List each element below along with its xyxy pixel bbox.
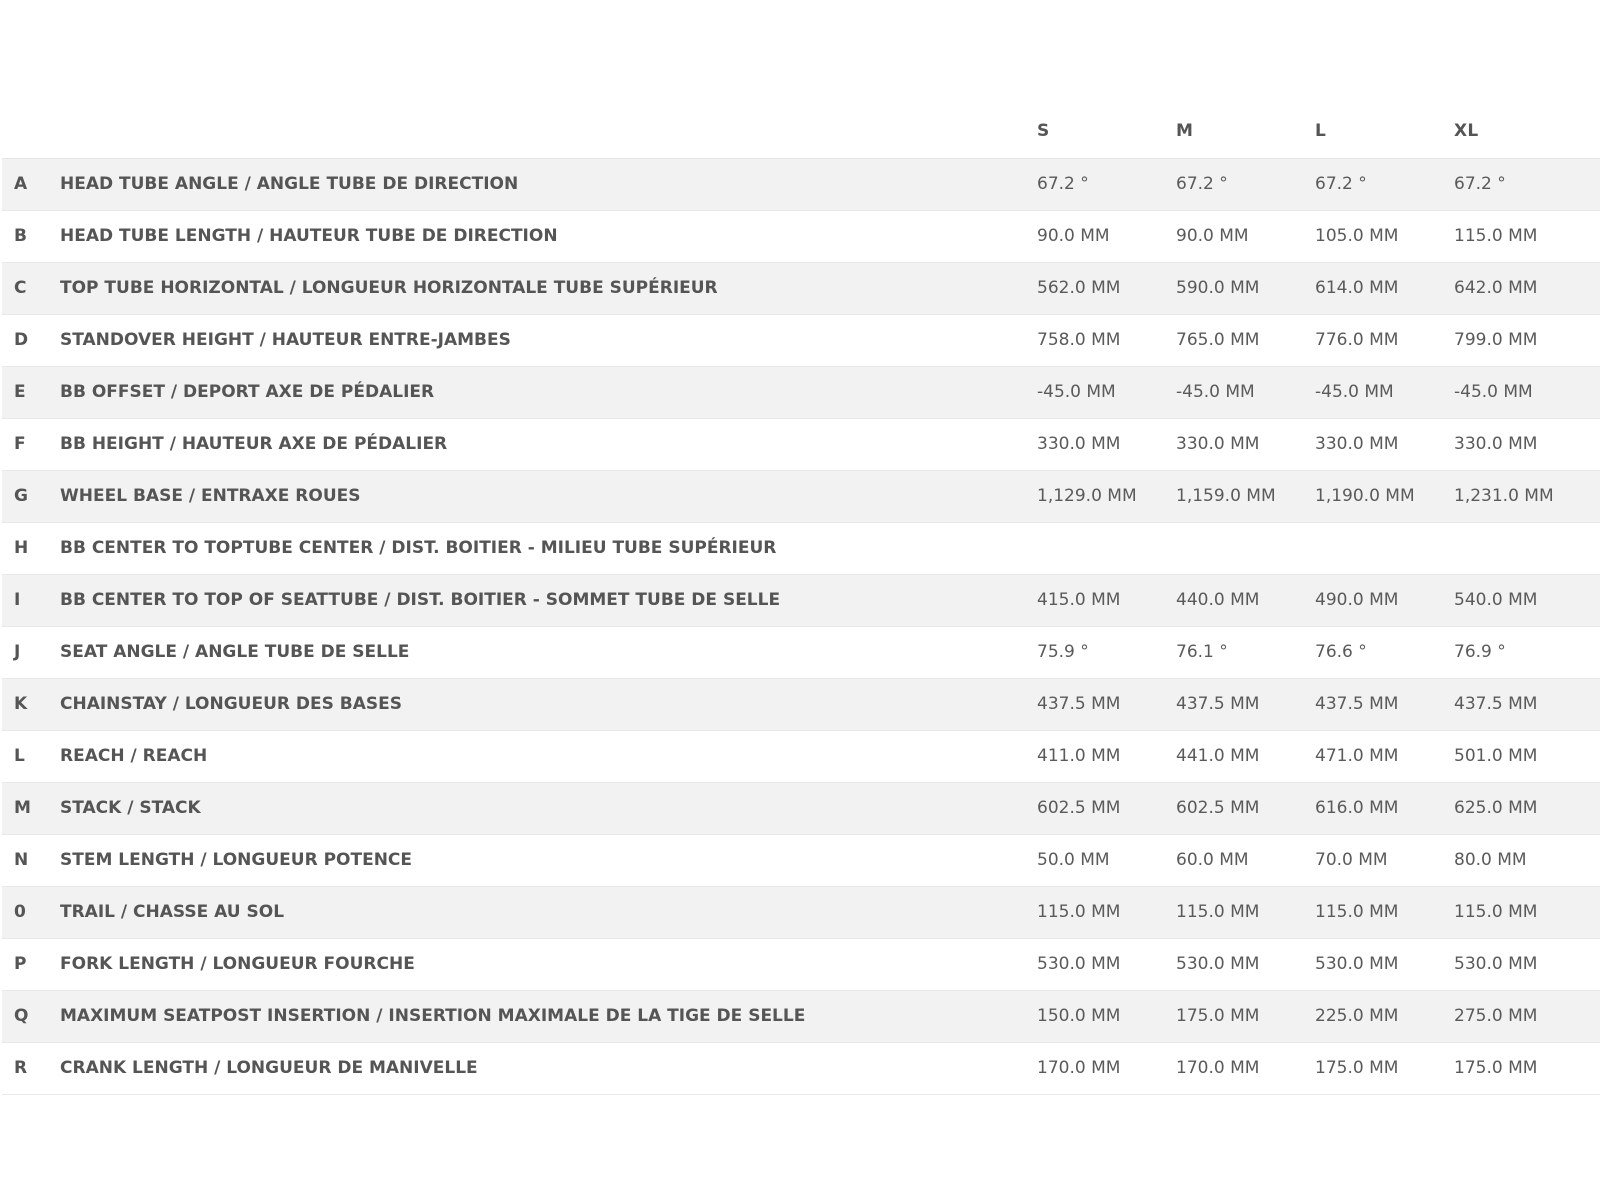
value-xl: 437.5 MM [1454,694,1538,714]
table-row [2,523,1600,575]
value-s: 1,129.0 MM [1037,486,1137,506]
value-s: 75.9 ° [1037,642,1089,662]
row-label: CHAINSTAY / LONGUEUR DES BASES [60,694,403,714]
row-letter: E [14,382,26,402]
row-letter: F [14,434,26,454]
row-letter: K [14,694,28,714]
row-label: SEAT ANGLE / ANGLE TUBE DE SELLE [60,642,410,662]
value-l: 530.0 MM [1315,954,1399,974]
row-label: STACK / STACK [60,798,201,818]
row-label: BB CENTER TO TOPTUBE CENTER / DIST. BOITIER - MILIEU TUBE SUPÉRIEUR [60,538,777,558]
value-s: 170.0 MM [1037,1058,1121,1078]
table-row [2,315,1600,367]
table-row [2,211,1600,263]
table-row [2,887,1600,939]
value-xl: 1,231.0 MM [1454,486,1554,506]
value-s: 67.2 ° [1037,174,1089,194]
value-m: 441.0 MM [1176,746,1260,766]
value-m: 175.0 MM [1176,1006,1260,1026]
row-letter: L [14,746,25,766]
table-row [2,731,1600,783]
geometry-table [2,106,1600,1095]
row-label: MAXIMUM SEATPOST INSERTION / INSERTION MAXIMALE DE LA TIGE DE SELLE [60,1006,806,1026]
value-s: 602.5 MM [1037,798,1121,818]
row-label: HEAD TUBE LENGTH / HAUTEUR TUBE DE DIRECTION [60,226,558,246]
row-label: STANDOVER HEIGHT / HAUTEUR ENTRE-JAMBES [60,330,511,350]
value-m: 170.0 MM [1176,1058,1260,1078]
table-row [2,159,1600,211]
value-l: 1,190.0 MM [1315,486,1415,506]
table-body [2,159,1600,1095]
row-label: WHEEL BASE / ENTRAXE ROUES [60,486,361,506]
value-l: 330.0 MM [1315,434,1399,454]
value-xl: 330.0 MM [1454,434,1538,454]
table-row [2,419,1600,471]
row-letter: D [14,330,29,350]
table-row [2,1043,1600,1095]
value-l: 776.0 MM [1315,330,1399,350]
row-label: HEAD TUBE ANGLE / ANGLE TUBE DE DIRECTION [60,174,519,194]
row-letter: P [14,954,27,974]
row-label: TOP TUBE HORIZONTAL / LONGUEUR HORIZONTALE TUBE SUPÉRIEUR [60,278,718,298]
row-letter: C [14,278,27,298]
size-header-m: M [1176,121,1194,141]
value-s: 150.0 MM [1037,1006,1121,1026]
table-row [2,679,1600,731]
row-letter: N [14,850,29,870]
value-l: 490.0 MM [1315,590,1399,610]
value-xl: 67.2 ° [1454,174,1506,194]
row-label: REACH / REACH [60,746,208,766]
row-letter: J [14,642,21,662]
size-header-l: L [1315,121,1327,141]
value-l: 616.0 MM [1315,798,1399,818]
value-s: 50.0 MM [1037,850,1110,870]
value-m: 765.0 MM [1176,330,1260,350]
value-m: 1,159.0 MM [1176,486,1276,506]
table-row [2,835,1600,887]
table-row [2,471,1600,523]
row-label: BB HEIGHT / HAUTEUR AXE DE PÉDALIER [60,434,448,454]
table-row [2,783,1600,835]
value-l: 70.0 MM [1315,850,1388,870]
value-l: 225.0 MM [1315,1006,1399,1026]
value-m: 437.5 MM [1176,694,1260,714]
value-xl: 799.0 MM [1454,330,1538,350]
row-letter: B [14,226,27,246]
value-s: 115.0 MM [1037,902,1121,922]
value-l: 437.5 MM [1315,694,1399,714]
value-l: 76.6 ° [1315,642,1367,662]
value-s: 530.0 MM [1037,954,1121,974]
table-row [2,575,1600,627]
row-label: BB OFFSET / DEPORT AXE DE PÉDALIER [60,382,435,402]
table-row [2,627,1600,679]
row-letter: R [14,1058,28,1078]
row-label: CRANK LENGTH / LONGUEUR DE MANIVELLE [60,1058,478,1078]
value-s: 330.0 MM [1037,434,1121,454]
row-letter: Q [14,1006,29,1026]
value-s: 411.0 MM [1037,746,1121,766]
value-m: 330.0 MM [1176,434,1260,454]
value-xl: 115.0 MM [1454,226,1538,246]
value-m: 60.0 MM [1176,850,1249,870]
value-l: -45.0 MM [1315,382,1394,402]
value-xl: 175.0 MM [1454,1058,1538,1078]
row-label: TRAIL / CHASSE AU SOL [60,902,285,922]
value-xl: 275.0 MM [1454,1006,1538,1026]
row-label: BB CENTER TO TOP OF SEATTUBE / DIST. BOITIER - SOMMET TUBE DE SELLE [60,590,781,610]
value-s: 562.0 MM [1037,278,1121,298]
row-letter: H [14,538,29,558]
value-m: 76.1 ° [1176,642,1228,662]
value-m: 530.0 MM [1176,954,1260,974]
value-m: 602.5 MM [1176,798,1260,818]
value-s: 90.0 MM [1037,226,1110,246]
value-m: 590.0 MM [1176,278,1260,298]
row-letter: A [14,174,28,194]
row-label: STEM LENGTH / LONGUEUR POTENCE [60,850,413,870]
value-m: 67.2 ° [1176,174,1228,194]
value-xl: 625.0 MM [1454,798,1538,818]
value-xl: 501.0 MM [1454,746,1538,766]
table-row [2,263,1600,315]
row-letter: M [14,798,31,818]
value-m: 440.0 MM [1176,590,1260,610]
row-letter: 0 [14,902,26,922]
value-s: 758.0 MM [1037,330,1121,350]
value-s: -45.0 MM [1037,382,1116,402]
value-xl: 76.9 ° [1454,642,1506,662]
value-l: 105.0 MM [1315,226,1399,246]
value-xl: 115.0 MM [1454,902,1538,922]
row-letter: G [14,486,28,506]
value-m: 90.0 MM [1176,226,1249,246]
row-letter: I [14,590,21,610]
table-row [2,939,1600,991]
value-l: 67.2 ° [1315,174,1367,194]
size-header-s: S [1037,121,1050,141]
table-header [2,106,1600,159]
value-xl: 540.0 MM [1454,590,1538,610]
value-xl: -45.0 MM [1454,382,1533,402]
value-l: 115.0 MM [1315,902,1399,922]
size-header-xl: XL [1454,121,1479,141]
value-s: 415.0 MM [1037,590,1121,610]
value-l: 614.0 MM [1315,278,1399,298]
value-xl: 80.0 MM [1454,850,1527,870]
row-label: FORK LENGTH / LONGUEUR FOURCHE [60,954,415,974]
table-row [2,991,1600,1043]
table-row [2,367,1600,419]
value-l: 175.0 MM [1315,1058,1399,1078]
value-xl: 530.0 MM [1454,954,1538,974]
value-s: 437.5 MM [1037,694,1121,714]
value-m: 115.0 MM [1176,902,1260,922]
value-xl: 642.0 MM [1454,278,1538,298]
value-l: 471.0 MM [1315,746,1399,766]
value-m: -45.0 MM [1176,382,1255,402]
